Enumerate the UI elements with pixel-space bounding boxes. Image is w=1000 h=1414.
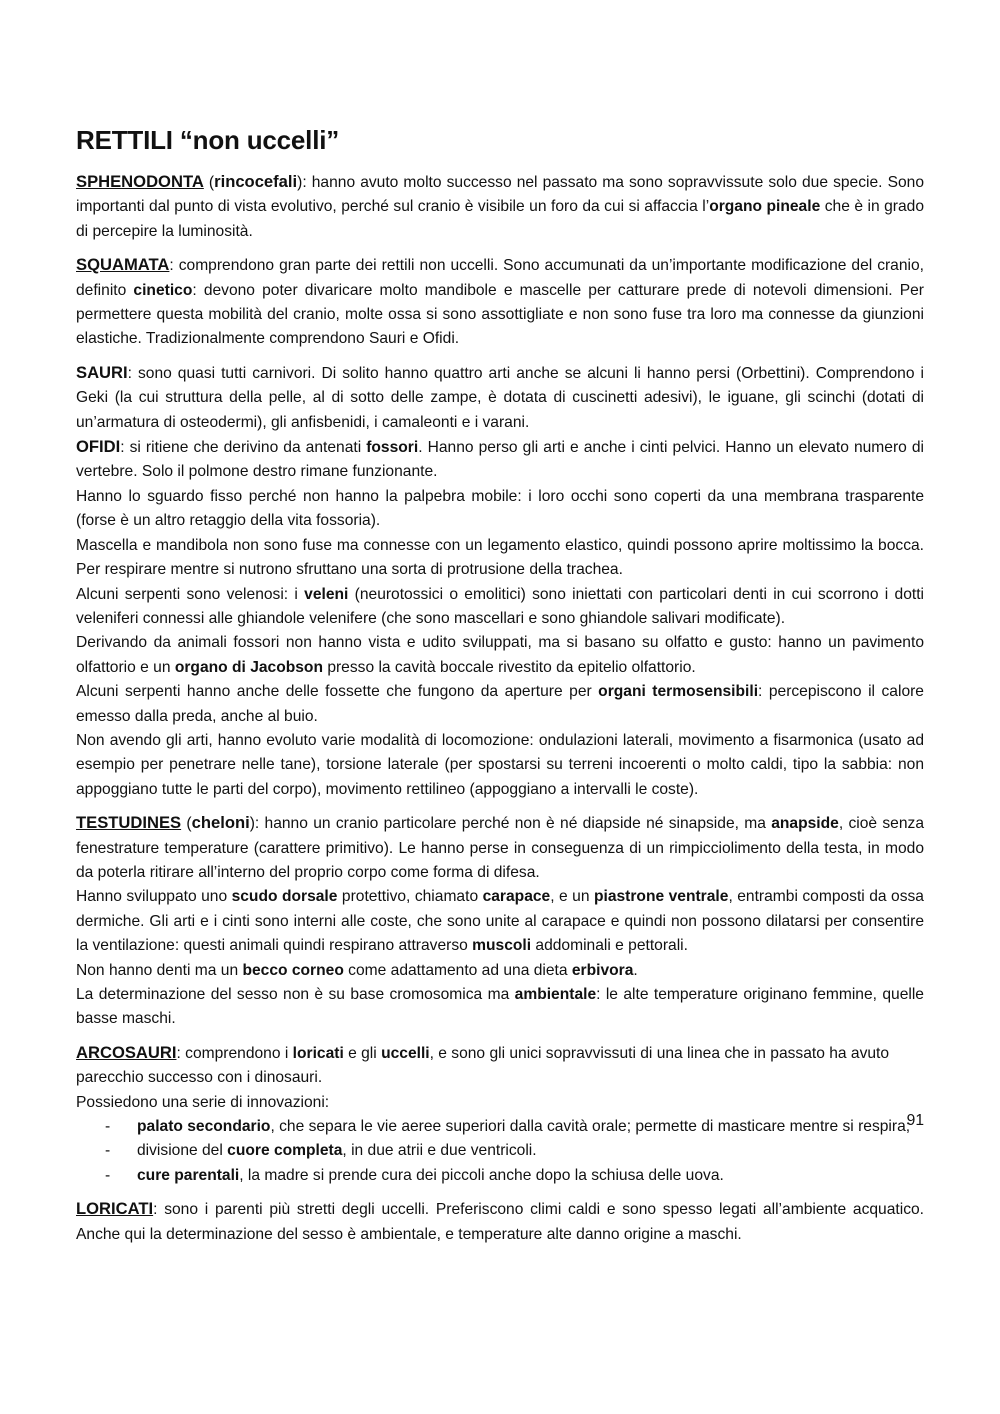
- paragraph: SQUAMATA: comprendono gran parte dei rettili non uccelli. Sono accumunati da un’importante modificazione del cranio, definito cinetico: devono poter divaricare molto mandibole e mascelle per catturare prede di notevoli dimensioni. Per permettere questa mobilità del cranio, molte ossa si sono assottigliate e non sono fuse tra loro ma connesse da giunzioni elastiche. Tradizionalmente comprendono Sauri e Ofidi.: [76, 255, 925, 348]
- bold-term: fossori: [366, 439, 419, 457]
- bold-term: loricati: [292, 1044, 344, 1062]
- paragraph: Alcuni serpenti hanno anche delle fossette che fungono da aperture per organi termosensibili: percepiscono il calore emesso dalla preda, anche al buio.: [76, 683, 924, 725]
- section-term: LORICATI: [76, 1199, 154, 1219]
- paragraph: Non hanno denti ma un becco corneo come adattamento ad una dieta erbivora.: [76, 961, 638, 979]
- paragraph: OFIDI: si ritiene che derivino da antenati fossori. Hanno perso gli arti e anche i cinti pelvici. Hanno un elevato numero di vertebre. Solo il polmone destro rimane funzionante.: [76, 437, 924, 481]
- bold-term: organi termosensibili: [598, 683, 759, 701]
- paragraph: Non avendo gli arti, hanno evoluto varie modalità di locomozione: ondulazioni laterali, movimento a fisarmonica (usato ad esempio per penetrare nelle tane), torsione laterale (per spostarsi su terreni incoerenti o molto caldi, tipo la sabbia: non appoggiano tutte le parti del corpo), movimento rettilineo (appoggiano a intervalli le coste).: [76, 731, 924, 798]
- paragraph: Derivando da animali fossori non hanno vista e udito sviluppati, ma si basano su olfatto e gusto: hanno un pavimento olfattorio e un organo di Jacobson presso la cavità boccale rivestito da epitelio olfattorio.: [76, 634, 924, 676]
- list-item: - cure parentali, la madre si prende cura dei piccoli anche dopo la schiusa delle uova.: [76, 1164, 924, 1188]
- paragraph: Possiedono una serie di innovazioni:: [76, 1093, 330, 1111]
- paragraph: Hanno lo sguardo fisso perché non hanno la palpebra mobile: i loro occhi sono coperti da una membrana trasparente (forse è un altro retaggio della vita fossoria).: [76, 487, 924, 530]
- bold-term: veleni: [304, 585, 349, 603]
- paragraph: La determinazione del sesso non è su base cromosomica ma ambientale: le alte temperature originano femmine, quelle basse maschi.: [76, 986, 924, 1028]
- innovations-list: [76, 1115, 924, 1188]
- bold-term: ambientale: [514, 986, 597, 1003]
- section-sphenodonta: [76, 170, 924, 244]
- bold-term: carapace: [482, 888, 551, 906]
- section-testudines: [76, 811, 924, 1032]
- paragraph: TESTUDINES (cheloni): hanno un cranio particolare perché non è né diapside né sinapside, ma anapside, cioè senza fenestrature temperature (carattere primitivo). Le hanno perse in conseguenza di un rimpicciolimento della testa, in modo da poterla ritirare all’interno del proprio corpo come forma di difesa.: [76, 813, 924, 881]
- section-loricati: [76, 1197, 924, 1247]
- section-term: TESTUDINES: [76, 813, 182, 833]
- paragraph: SPHENODONTA (rincocefali): hanno avuto molto successo nel passato ma sono sopravvissute solo due specie. Sono importanti dal punto di vista evolutivo, perché sul cranio è visibile un foro da cui si affaccia l’organo pineale che è in grado di percepire la luminosità.: [76, 172, 924, 240]
- dash-bullet: -: [105, 1118, 111, 1136]
- bold-term: cuore completa: [227, 1142, 343, 1160]
- section-term: SQUAMATA: [76, 255, 170, 275]
- section-term: OFIDI: [76, 437, 121, 457]
- paragraph: Mascella e mandibola non sono fuse ma connesse con un legamento elastico, quindi possono aprire moltissimo la bocca. Per respirare mentre si nutrono sfruttano una sorta di protrusione della trachea.: [76, 536, 924, 579]
- paragraph: Alcuni serpenti sono velenosi: i veleni (neurotossici o emolitici) sono iniettati con particolari denti in cui scorrono i dotti veleniferi connessi alle ghiandole velenifere (che sono mascellari e sono ghiandole salivari modificate).: [76, 585, 924, 627]
- dash-bullet: -: [105, 1166, 111, 1184]
- section-term: SPHENODONTA: [76, 172, 204, 191]
- bold-term: muscoli: [472, 937, 532, 955]
- bold-term: uccelli: [381, 1044, 430, 1062]
- bold-term: erbivora: [571, 961, 634, 979]
- paragraph: ARCOSAURI: comprendono i loricati e gli uccelli, e sono gli unici sopravvissuti di una linea che in passato ha avuto parecchio successo con i dinosauri.: [76, 1042, 890, 1087]
- alt-term: cheloni: [191, 813, 250, 833]
- section-term: SAURI: [76, 362, 128, 382]
- bold-term: cure parentali: [137, 1166, 240, 1184]
- list-item: - divisione del cuore completa, in due atrii e due ventricoli.: [76, 1139, 924, 1163]
- bold-term: scudo dorsale: [231, 888, 338, 906]
- section-sauri-ofidi: [76, 361, 924, 802]
- page-number: 91: [906, 1112, 924, 1129]
- bold-term: organo di Jacobson: [174, 658, 323, 676]
- page-title: RETTILI “non uccelli”: [76, 125, 340, 155]
- bold-term: becco corneo: [242, 961, 344, 979]
- list-item: - palato secondario, che separa le vie aeree superiori dalla cavità orale; permette di masticare mentre si respira;: [76, 1115, 924, 1139]
- section-squamata: [76, 253, 924, 352]
- bold-term: palato secondario: [137, 1118, 271, 1136]
- paragraph: LORICATI: sono i parenti più stretti degli uccelli. Preferiscono climi caldi e sono spesso legati all’ambiente acquatico. Anche qui la determinazione del sesso è ambientale, e temperature alte danno origine a maschi.: [76, 1199, 924, 1243]
- alt-term: rincocefali: [214, 172, 298, 191]
- section-term: ARCOSAURI: [76, 1042, 177, 1062]
- section-arcosauri: [76, 1041, 924, 1188]
- document-page: [76, 122, 924, 1256]
- bold-term: organo pineale: [709, 198, 821, 216]
- dash-bullet: -: [105, 1142, 111, 1160]
- paragraph: SAURI: sono quasi tutti carnivori. Di solito hanno quattro arti anche se alcuni li hanno persi (Orbettini). Comprendono i Geki (la cui struttura della pelle, al di sotto delle zampe, è dotata di cuscinetti adesivi), le iguane, gli scinchi (dotati di un’armatura di osteodermi), gli anfisbenidi, i camaleonti e i varani.: [76, 362, 924, 431]
- bold-term: piastrone ventrale: [593, 888, 729, 906]
- paragraph: Hanno sviluppato uno scudo dorsale protettivo, chiamato carapace, e un piastrone ventrale, entrambi composti da ossa dermiche. Gli arti e i cinti sono interni alle coste, che sono unite al carapace e quindi non possono dilatarsi per consentire la ventilazione: questi animali quindi respirano attraverso muscoli addominali e pettorali.: [76, 888, 924, 955]
- bold-term: anapside: [771, 815, 839, 833]
- bold-term: cinetico: [133, 281, 193, 299]
